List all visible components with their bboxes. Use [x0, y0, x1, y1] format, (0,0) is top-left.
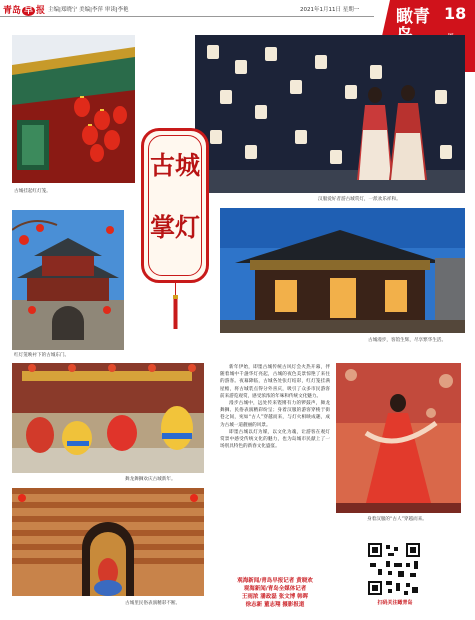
title-plaque [141, 128, 209, 283]
pavilion-lanterns-image [12, 35, 135, 183]
lit-hall-image [220, 208, 465, 333]
logo-text-right: 报 [36, 6, 46, 16]
title-line-1: 古城 [149, 151, 200, 180]
newspaper-logo [3, 3, 45, 16]
caption-4: 古城漫步，客馆生辉，尽享繁华生活。 [368, 338, 447, 343]
caption-1: 古城挂起红灯笼。 [14, 189, 51, 194]
hanfu-lanterns-image [195, 35, 465, 193]
caption-3: 红灯笼映衬下的古城东门。 [14, 353, 70, 358]
photo-lit-hall [220, 208, 465, 333]
qr-caption: 扫码关注瞰青岛 [377, 600, 413, 606]
brand-title: 瞰青 [396, 7, 430, 27]
logo-text-mid: 早 [24, 6, 34, 16]
lion-dance-image [12, 363, 204, 473]
byline-line-3: 王雨浓 潘政磊 张文博 韩晖 [241, 594, 309, 600]
photo-east-gate [12, 210, 124, 350]
byline-line-2: 观海新闻/青岛全媒体记者 [243, 586, 307, 592]
byline-line-4: 徐志新 董志翔 摄影报道 [245, 602, 305, 608]
caption-7: 古城里民俗表演精彩不断。 [125, 601, 181, 606]
hanfu-dancer-image [336, 363, 461, 513]
photo-pavilion-lanterns [12, 35, 135, 183]
title-line-2: 掌灯 [149, 213, 200, 242]
photo-folk-performance [12, 488, 204, 596]
issue-date: 2021年1月11日 星期一 [300, 7, 360, 13]
article-paragraph-1: 新年伊始，即墨古城传统古风灯会火热开幕，伴随着城中千盏华灯亮起，古城的夜色美景惊艳了来往的游客。夜幕降临，古城各处张灯结彩，红灯笼挂满屋檐，将古城装点得分外喜庆，吸引了众多市民游客前来游览观赏，感受浓浓的年味和传统文化魅力。 [220, 365, 330, 399]
article-paragraph-3: 即墨古城以灯为媒，以文化为魂，让游客在观灯赏景中感受传统文化的魅力，也为岛城市民献上了一场别具特色的新春文化盛宴。 [220, 429, 330, 450]
header-divider [0, 16, 375, 17]
qr-code-icon[interactable] [366, 541, 422, 597]
photo-hanfu-dancer [336, 363, 461, 513]
brand-number: 18 [444, 4, 467, 23]
article-body [220, 364, 330, 450]
byline [216, 577, 334, 609]
caption-6: 身着汉服的“古人”穿越而来。 [367, 517, 427, 522]
byline-line-1: 观海新闻/青岛早报记者 黄晓欢 [237, 578, 313, 584]
logo-text-left: 青岛 [3, 6, 22, 16]
editor-credits: 主编|郑晓宁 美编|李萍 审读|李艳 [48, 7, 129, 13]
photo-lion-dance [12, 363, 204, 473]
caption-2: 汉服爱好者游古城赏灯，一派欢乐祥和。 [318, 197, 401, 202]
article-paragraph-2: 漫步古城中，远处传来铿锵有力的锣鼓声，舞龙舞狮、民俗表演精彩纷呈；身着汉服的游客穿梭于街巷之间，宛如“古人”穿越而来，与灯火相映成趣，成为古城一道靓丽的风景。 [220, 401, 330, 428]
east-gate-image [12, 210, 124, 350]
photo-hanfu-lanterns [195, 35, 465, 193]
tassel-ornament [173, 283, 178, 333]
caption-5: 舞龙舞狮欢庆古城新年。 [125, 477, 176, 482]
folk-performance-image [12, 488, 204, 596]
